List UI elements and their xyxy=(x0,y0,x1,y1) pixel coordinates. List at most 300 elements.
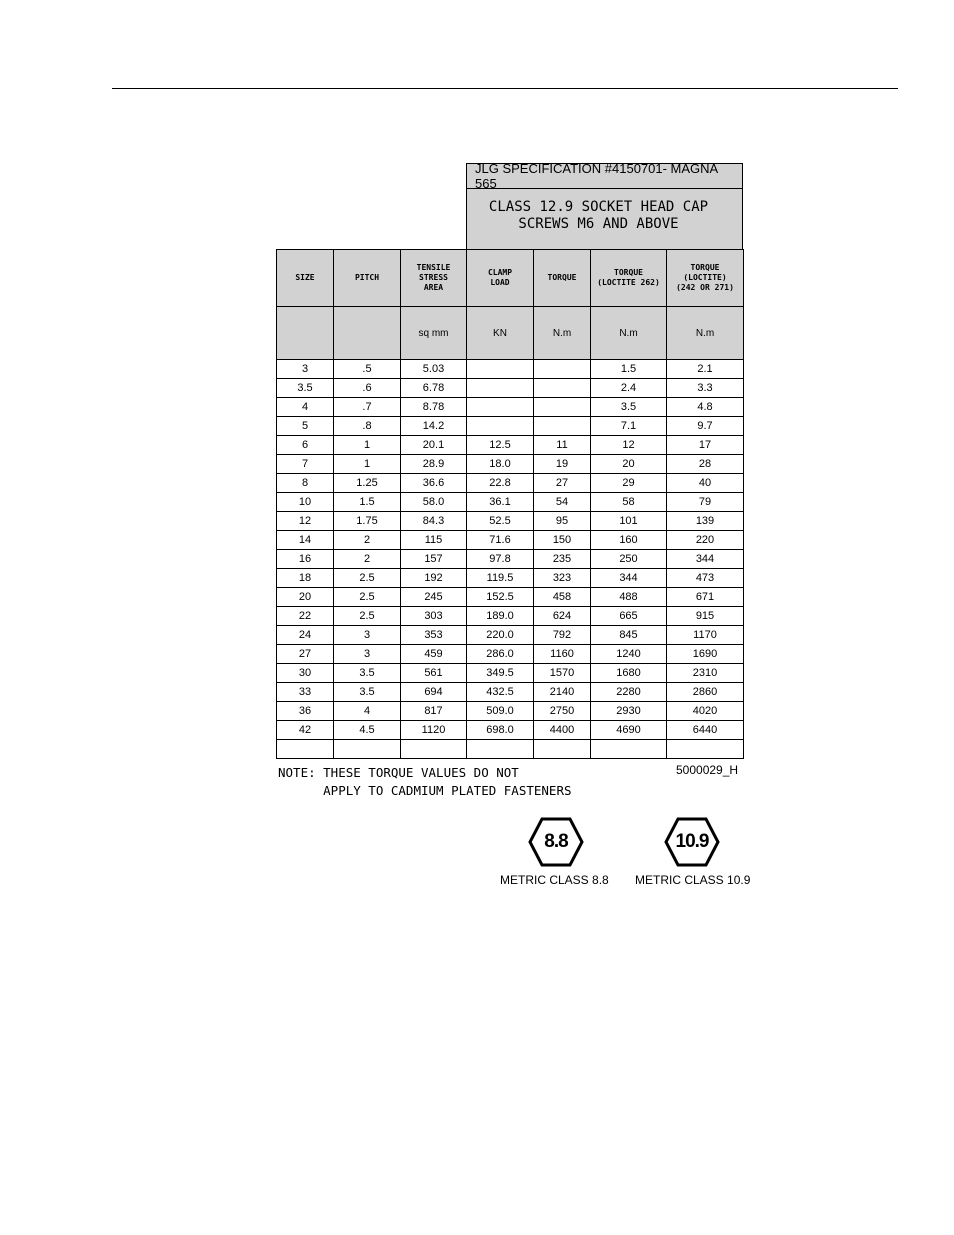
table-cell xyxy=(591,436,667,455)
cell-text: 101 xyxy=(619,515,638,527)
cell-text: 1.25 xyxy=(356,477,378,489)
table-cell xyxy=(467,474,534,493)
table-cell xyxy=(467,740,534,759)
table-cell xyxy=(277,626,334,645)
cell-text: 36.6 xyxy=(422,477,445,489)
cell-text: 1240 xyxy=(616,648,641,660)
table-cell xyxy=(534,645,591,664)
table-cell xyxy=(401,531,467,550)
cell-text: 20 xyxy=(298,591,312,603)
table-cell xyxy=(667,740,744,759)
cell-text: 4 xyxy=(363,705,371,717)
cell-text: 2.5 xyxy=(359,591,375,603)
table-cell xyxy=(467,360,534,379)
table-cell xyxy=(277,398,334,417)
table-row xyxy=(277,588,744,607)
table-cell xyxy=(467,626,534,645)
cell-text: 28 xyxy=(698,458,712,470)
cell-text: 220 xyxy=(695,534,715,546)
cell-text: 14 xyxy=(298,534,312,546)
table-cell xyxy=(277,512,334,531)
table-cell xyxy=(334,721,401,740)
figure-number: 5000029_H xyxy=(676,763,739,777)
cell-text: 30 xyxy=(298,667,312,679)
table-row xyxy=(277,645,744,664)
cell-text: 10 xyxy=(298,496,312,508)
cell-text: .7 xyxy=(362,401,372,413)
cell-text: 22 xyxy=(298,610,312,622)
cell-text: 8 xyxy=(301,477,309,489)
table-cell xyxy=(334,493,401,512)
table-cell xyxy=(591,645,667,664)
cell-text: 157 xyxy=(424,553,443,565)
table-cell xyxy=(467,417,534,436)
table-cell xyxy=(334,569,401,588)
table-cell xyxy=(667,436,744,455)
cell-text: 58 xyxy=(622,496,635,508)
cell-text: 22.8 xyxy=(489,477,511,489)
cell-text: 192 xyxy=(424,572,443,584)
table-cell xyxy=(667,664,744,683)
cell-text: 14.2 xyxy=(422,420,445,432)
table-cell xyxy=(334,645,401,664)
table-cell xyxy=(667,683,744,702)
table-cell xyxy=(591,474,667,493)
cell-text: 11 xyxy=(556,439,568,451)
table-header-row xyxy=(277,250,744,307)
cell-text: 1 xyxy=(363,439,371,451)
cell-text: 189.0 xyxy=(486,610,514,622)
table-cell xyxy=(591,512,667,531)
table-cell xyxy=(534,588,591,607)
table-cell xyxy=(401,645,467,664)
cell-text: CLAMP LOAD xyxy=(487,268,513,287)
table-cell xyxy=(534,512,591,531)
table-cell xyxy=(401,360,467,379)
cell-text: .6 xyxy=(362,382,372,394)
table-cell xyxy=(667,702,744,721)
cell-text: 54 xyxy=(555,496,569,508)
table-cell xyxy=(534,683,591,702)
table-cell xyxy=(591,250,667,307)
cell-text: 139 xyxy=(695,515,715,527)
cell-text: 353 xyxy=(424,629,443,641)
table-cell xyxy=(467,645,534,664)
badge-label: METRIC CLASS 10.9 xyxy=(635,873,751,887)
cell-text: 1170 xyxy=(693,629,717,641)
table-cell xyxy=(667,607,744,626)
table-cell xyxy=(667,588,744,607)
cell-text: 344 xyxy=(695,553,715,565)
table-cell xyxy=(277,436,334,455)
cell-text: 323 xyxy=(552,572,572,584)
table-cell xyxy=(667,398,744,417)
table-row xyxy=(277,379,744,398)
cell-text: 220.0 xyxy=(486,629,514,641)
cell-text: 7 xyxy=(301,458,309,470)
table-row xyxy=(277,398,744,417)
table-cell xyxy=(667,493,744,512)
metric-class-8-8-icon xyxy=(528,817,584,867)
cell-text: TORQUE (LOCTITE) (242 OR 271) xyxy=(676,263,734,292)
table-cell xyxy=(334,307,401,360)
table-cell xyxy=(467,531,534,550)
cell-text: 20.1 xyxy=(422,439,445,451)
table-cell xyxy=(277,721,334,740)
cell-text: 19 xyxy=(555,458,569,470)
table-row xyxy=(277,512,744,531)
cell-text: 3 xyxy=(363,629,371,641)
cell-text: TORQUE xyxy=(547,273,577,282)
cell-text: 6 xyxy=(301,439,309,451)
cell-text: 3.3 xyxy=(697,382,713,394)
table-cell xyxy=(534,379,591,398)
cell-text: 349.5 xyxy=(486,667,514,679)
cell-text: 459 xyxy=(424,648,443,660)
cell-text: 235 xyxy=(552,553,572,565)
cell-text: .8 xyxy=(362,420,372,432)
cell-text: 119.5 xyxy=(486,572,514,584)
table-cell xyxy=(401,683,467,702)
table-cell xyxy=(667,417,744,436)
table-cell xyxy=(591,379,667,398)
table-cell xyxy=(591,683,667,702)
cell-text: 488 xyxy=(619,591,638,603)
cell-text: 6440 xyxy=(692,724,718,736)
table-cell xyxy=(401,607,467,626)
cell-text: 6.78 xyxy=(422,382,445,394)
cell-text: 2860 xyxy=(692,686,718,698)
table-cell xyxy=(334,550,401,569)
cell-text: 18 xyxy=(298,572,312,584)
badge-label: METRIC CLASS 8.8 xyxy=(500,873,609,887)
cell-text: 71.6 xyxy=(489,534,511,546)
cell-text: TENSILE STRESS AREA xyxy=(416,263,451,292)
table-cell xyxy=(534,360,591,379)
table-row xyxy=(277,436,744,455)
table-cell xyxy=(401,474,467,493)
cell-text: 3.5 xyxy=(359,667,375,679)
cell-text: 3 xyxy=(363,648,371,660)
cell-text: 12 xyxy=(622,439,635,451)
cell-text: 698.0 xyxy=(486,724,514,736)
table-cell xyxy=(334,250,401,307)
cell-text: 286.0 xyxy=(486,648,514,660)
cell-text: 2.4 xyxy=(620,382,637,394)
table-cell xyxy=(667,512,744,531)
table-row xyxy=(277,740,744,759)
cell-text: 16 xyxy=(298,553,312,565)
table-cell xyxy=(277,360,334,379)
cell-text: 42 xyxy=(298,724,312,736)
table-cell xyxy=(277,307,334,360)
cell-text: 5.03 xyxy=(422,363,445,375)
cell-text: 665 xyxy=(619,610,638,622)
table-cell xyxy=(667,455,744,474)
table-cell xyxy=(277,645,334,664)
cell-text: 2930 xyxy=(616,705,641,717)
cell-text: 845 xyxy=(619,629,638,641)
table-cell xyxy=(534,569,591,588)
table-cell xyxy=(334,436,401,455)
cell-text: 2310 xyxy=(692,667,718,679)
table-cell xyxy=(591,398,667,417)
cell-text: 95 xyxy=(555,515,569,527)
table-cell xyxy=(334,626,401,645)
cell-text: 1160 xyxy=(550,648,574,660)
table-row xyxy=(277,683,744,702)
table-cell xyxy=(277,664,334,683)
table-cell xyxy=(334,683,401,702)
cell-text: 2.1 xyxy=(697,363,713,375)
table-cell xyxy=(277,474,334,493)
note-text: NOTE: THESE TORQUE VALUES DO NOT APPLY TO CADMIUM PLATED FASTENERS xyxy=(278,765,572,798)
table-cell xyxy=(591,455,667,474)
table-cell xyxy=(401,250,467,307)
cell-text: 8.78 xyxy=(422,401,445,413)
page-header-rule xyxy=(112,88,898,89)
cell-text: 160 xyxy=(619,534,638,546)
table-cell xyxy=(334,455,401,474)
cell-text: 245 xyxy=(424,591,443,603)
table-cell xyxy=(534,417,591,436)
table-cell xyxy=(401,626,467,645)
table-cell xyxy=(334,531,401,550)
cell-text: 344 xyxy=(619,572,638,584)
table-cell xyxy=(667,721,744,740)
table-cell xyxy=(277,550,334,569)
cell-text: 1.5 xyxy=(359,496,375,508)
cell-text: 3.5 xyxy=(620,401,637,413)
table-cell xyxy=(401,379,467,398)
table-cell xyxy=(277,417,334,436)
cell-text: sq mm xyxy=(418,327,449,339)
cell-text: 12 xyxy=(298,515,312,527)
table-cell xyxy=(334,417,401,436)
table-row xyxy=(277,702,744,721)
table-cell xyxy=(591,531,667,550)
table-cell xyxy=(401,569,467,588)
cell-text: 4.8 xyxy=(697,401,713,413)
table-cell xyxy=(534,398,591,417)
table-cell xyxy=(534,455,591,474)
table-cell xyxy=(591,740,667,759)
table-cell xyxy=(467,250,534,307)
cell-text: 84.3 xyxy=(422,515,445,527)
table-cell xyxy=(591,307,667,360)
table-cell xyxy=(277,531,334,550)
cell-text: 2.5 xyxy=(359,572,375,584)
cell-text: 2280 xyxy=(616,686,641,698)
table-cell xyxy=(401,512,467,531)
table-cell xyxy=(277,702,334,721)
cell-text: 28.9 xyxy=(422,458,445,470)
cell-text: 3 xyxy=(301,363,309,375)
cell-text: N.m xyxy=(695,327,715,339)
table-cell xyxy=(591,588,667,607)
table-cell xyxy=(277,493,334,512)
cell-text: 3.5 xyxy=(297,382,313,394)
cell-text: 27 xyxy=(298,648,312,660)
table-cell xyxy=(467,664,534,683)
cell-text: 2 xyxy=(363,534,371,546)
cell-text: 4690 xyxy=(616,724,641,736)
cell-text: 18.0 xyxy=(489,458,511,470)
cell-text: 509.0 xyxy=(486,705,514,717)
table-cell xyxy=(591,721,667,740)
table-row xyxy=(277,721,744,740)
table-units-row xyxy=(277,307,744,360)
table-cell xyxy=(277,455,334,474)
cell-text: 1680 xyxy=(616,667,641,679)
table-cell xyxy=(534,702,591,721)
table-row xyxy=(277,417,744,436)
table-cell xyxy=(467,550,534,569)
table-cell xyxy=(334,702,401,721)
cell-text: 4.5 xyxy=(359,724,375,736)
table-row xyxy=(277,550,744,569)
table-cell xyxy=(467,702,534,721)
table-cell xyxy=(667,307,744,360)
table-cell xyxy=(467,512,534,531)
table-cell xyxy=(467,436,534,455)
table-cell xyxy=(401,721,467,740)
table-cell xyxy=(401,436,467,455)
table-cell xyxy=(334,398,401,417)
cell-text: 1 xyxy=(363,458,371,470)
table-cell xyxy=(334,512,401,531)
cell-text: 1120 xyxy=(421,724,446,736)
cell-text: 458 xyxy=(552,591,572,603)
cell-text: 4 xyxy=(301,401,309,413)
torque-table xyxy=(276,249,744,759)
cell-text: 58.0 xyxy=(422,496,445,508)
table-cell xyxy=(534,740,591,759)
cell-text: 694 xyxy=(424,686,443,698)
table-cell xyxy=(334,360,401,379)
table-cell xyxy=(534,436,591,455)
table-cell xyxy=(534,626,591,645)
cell-text: PITCH xyxy=(354,273,380,282)
table-cell xyxy=(401,417,467,436)
cell-text: 97.8 xyxy=(489,553,511,565)
table-cell xyxy=(467,379,534,398)
table-cell xyxy=(467,493,534,512)
table-row xyxy=(277,474,744,493)
cell-text: 4020 xyxy=(692,705,718,717)
table-cell xyxy=(401,398,467,417)
metric-class-10-9-icon xyxy=(664,817,720,867)
cell-text: 1.5 xyxy=(620,363,637,375)
cell-text: 33 xyxy=(298,686,312,698)
table-cell xyxy=(277,588,334,607)
cell-text: .5 xyxy=(362,363,372,375)
table-cell xyxy=(277,683,334,702)
table-cell xyxy=(467,398,534,417)
cell-text: N.m xyxy=(552,327,572,339)
table-cell xyxy=(401,664,467,683)
cell-text: 1570 xyxy=(549,667,575,679)
cell-text: 473 xyxy=(695,572,715,584)
cell-text: 1690 xyxy=(692,648,718,660)
table-cell xyxy=(277,250,334,307)
table-cell xyxy=(277,740,334,759)
table-cell xyxy=(534,550,591,569)
table-cell xyxy=(277,569,334,588)
table-cell xyxy=(401,307,467,360)
spec-subtitle: CLASS 12.9 SOCKET HEAD CAP SCREWS M6 AND ABOVE xyxy=(488,199,709,232)
cell-text: 29 xyxy=(622,477,635,489)
table-cell xyxy=(467,683,534,702)
table-cell xyxy=(667,569,744,588)
cell-text: 150 xyxy=(552,534,572,546)
cell-text: 9.7 xyxy=(697,420,713,432)
table-cell xyxy=(277,379,334,398)
cell-text: SIZE xyxy=(295,273,315,282)
table-row xyxy=(277,493,744,512)
cell-text: 152.5 xyxy=(486,591,514,603)
cell-text: 2.5 xyxy=(359,610,375,622)
cell-text: 20 xyxy=(622,458,635,470)
spec-header-box xyxy=(466,163,743,249)
badge-mark: 8.8 xyxy=(544,831,568,852)
table-cell xyxy=(401,455,467,474)
cell-text: 52.5 xyxy=(489,515,511,527)
cell-text: 27 xyxy=(555,477,569,489)
table-cell xyxy=(467,721,534,740)
table-cell xyxy=(591,626,667,645)
cell-text: KN xyxy=(493,327,507,339)
cell-text: TORQUE (LOCTITE 262) xyxy=(597,268,660,287)
table-row xyxy=(277,360,744,379)
table-cell xyxy=(467,607,534,626)
cell-text: 2 xyxy=(363,553,371,565)
cell-text: 432.5 xyxy=(486,686,514,698)
cell-text: 1.75 xyxy=(356,515,378,527)
cell-text: 792 xyxy=(552,629,572,641)
cell-text: 7.1 xyxy=(620,420,637,432)
table-cell xyxy=(467,569,534,588)
table-cell xyxy=(534,607,591,626)
cell-text: 303 xyxy=(424,610,443,622)
table-cell xyxy=(467,455,534,474)
table-cell xyxy=(591,417,667,436)
table-row xyxy=(277,455,744,474)
table-cell xyxy=(334,664,401,683)
table-cell xyxy=(591,360,667,379)
table-cell xyxy=(334,740,401,759)
table-cell xyxy=(334,379,401,398)
table-cell xyxy=(534,474,591,493)
table-row xyxy=(277,569,744,588)
cell-text: 12.5 xyxy=(489,439,511,451)
cell-text: 3.5 xyxy=(359,686,375,698)
cell-text: 36 xyxy=(298,705,312,717)
cell-text: 115 xyxy=(424,534,443,546)
cell-text: 2140 xyxy=(549,686,575,698)
cell-text: 40 xyxy=(698,477,712,489)
spec-title: JLG SPECIFICATION #4150701- MAGNA 565 xyxy=(467,164,742,189)
cell-text: 4400 xyxy=(549,724,575,736)
cell-text: N.m xyxy=(619,327,638,339)
table-cell xyxy=(591,607,667,626)
cell-text: 24 xyxy=(298,629,312,641)
cell-text: 79 xyxy=(698,496,712,508)
table-cell xyxy=(534,307,591,360)
table-cell xyxy=(534,531,591,550)
table-cell xyxy=(401,740,467,759)
table-cell xyxy=(591,493,667,512)
